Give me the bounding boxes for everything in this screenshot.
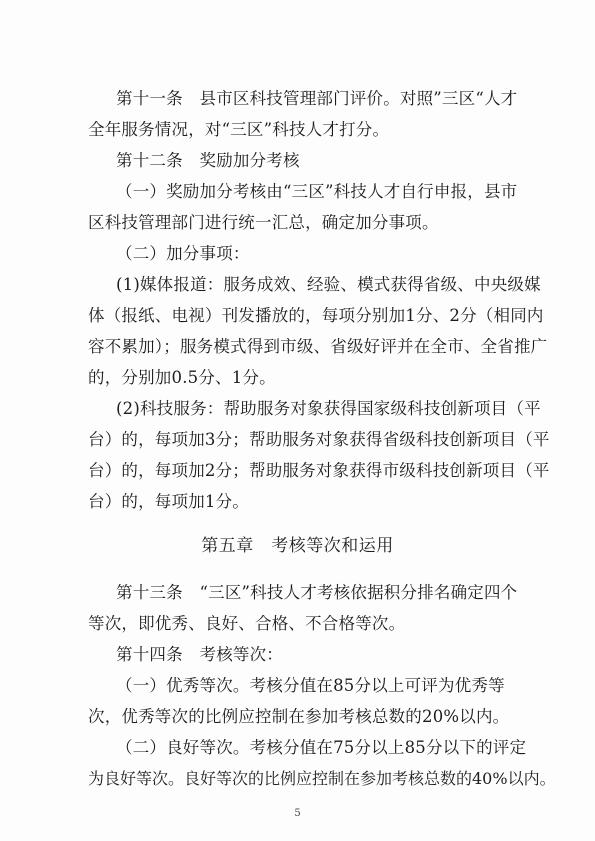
article-11-line-2: 全年服务情况，对“三区”科技人才打分。 [88, 120, 390, 139]
article-14-title: 第十四条 考核等次： [116, 645, 283, 664]
grade-good-line-1: （二）良好等次。考核分值在75分以上85分以下的评定 [116, 738, 527, 757]
bonus-tech-line-1: (2)科技服务：帮助服务对象获得国家级科技创新项目（平 [116, 399, 541, 418]
grade-excellent-line-2: 次，优秀等次的比例应控制在参加考核总数的20%以内。 [88, 707, 510, 726]
chapter-5-heading: 第五章 考核等次和运用 [201, 536, 394, 556]
bonus-media-line-1: (1)媒体报道：服务成效、经验、模式获得省级、中央级媒 [116, 275, 541, 294]
bonus-media-line-2: 体（报纸、电视）刊发播放的，每项分别加1分、2分（相同内 [88, 306, 544, 325]
bonus-media-line-3: 容不累加）；服务模式得到市级、省级好评并在全市、全省推广 [88, 337, 548, 356]
bonus-media-line-4: 的，分别加0.5分、1分。 [88, 368, 276, 387]
grade-excellent-line-1: （一）优秀等次。考核分值在85分以上可评为优秀等 [116, 676, 505, 695]
article-11-line-1: 第十一条 县市区科技管理部门评价。对照”三区“人才 [116, 89, 518, 108]
grade-good-line-2: 为良好等次。良好等次的比例应控制在参加考核总数的40%以内。 [88, 769, 556, 788]
article-12-item-1-line-1: （一）奖励加分考核由“三区”科技人才自行申报，县市 [116, 182, 518, 201]
page-number: 5 [294, 808, 301, 819]
bonus-tech-line-3: 台）的，每项加2分；帮助服务对象获得市级科技创新项目（平 [88, 461, 550, 480]
article-12-item-1-line-2: 区科技管理部门进行统一汇总，确定加分事项。 [88, 213, 439, 232]
article-12-title: 第十二条 奖励加分考核 [116, 151, 300, 170]
bonus-tech-line-4: 台）的，每项加1分。 [88, 492, 249, 511]
article-13-line-2: 等次，即优秀、良好、合格、不合格等次。 [88, 614, 406, 633]
article-13-line-1: 第十三条 “三区”科技人才考核依据积分排名确定四个 [116, 583, 518, 602]
article-12-item-2-title: （二）加分事项： [116, 244, 250, 263]
bonus-tech-line-2: 台）的，每项加3分；帮助服务对象获得省级科技创新项目（平 [88, 430, 550, 449]
